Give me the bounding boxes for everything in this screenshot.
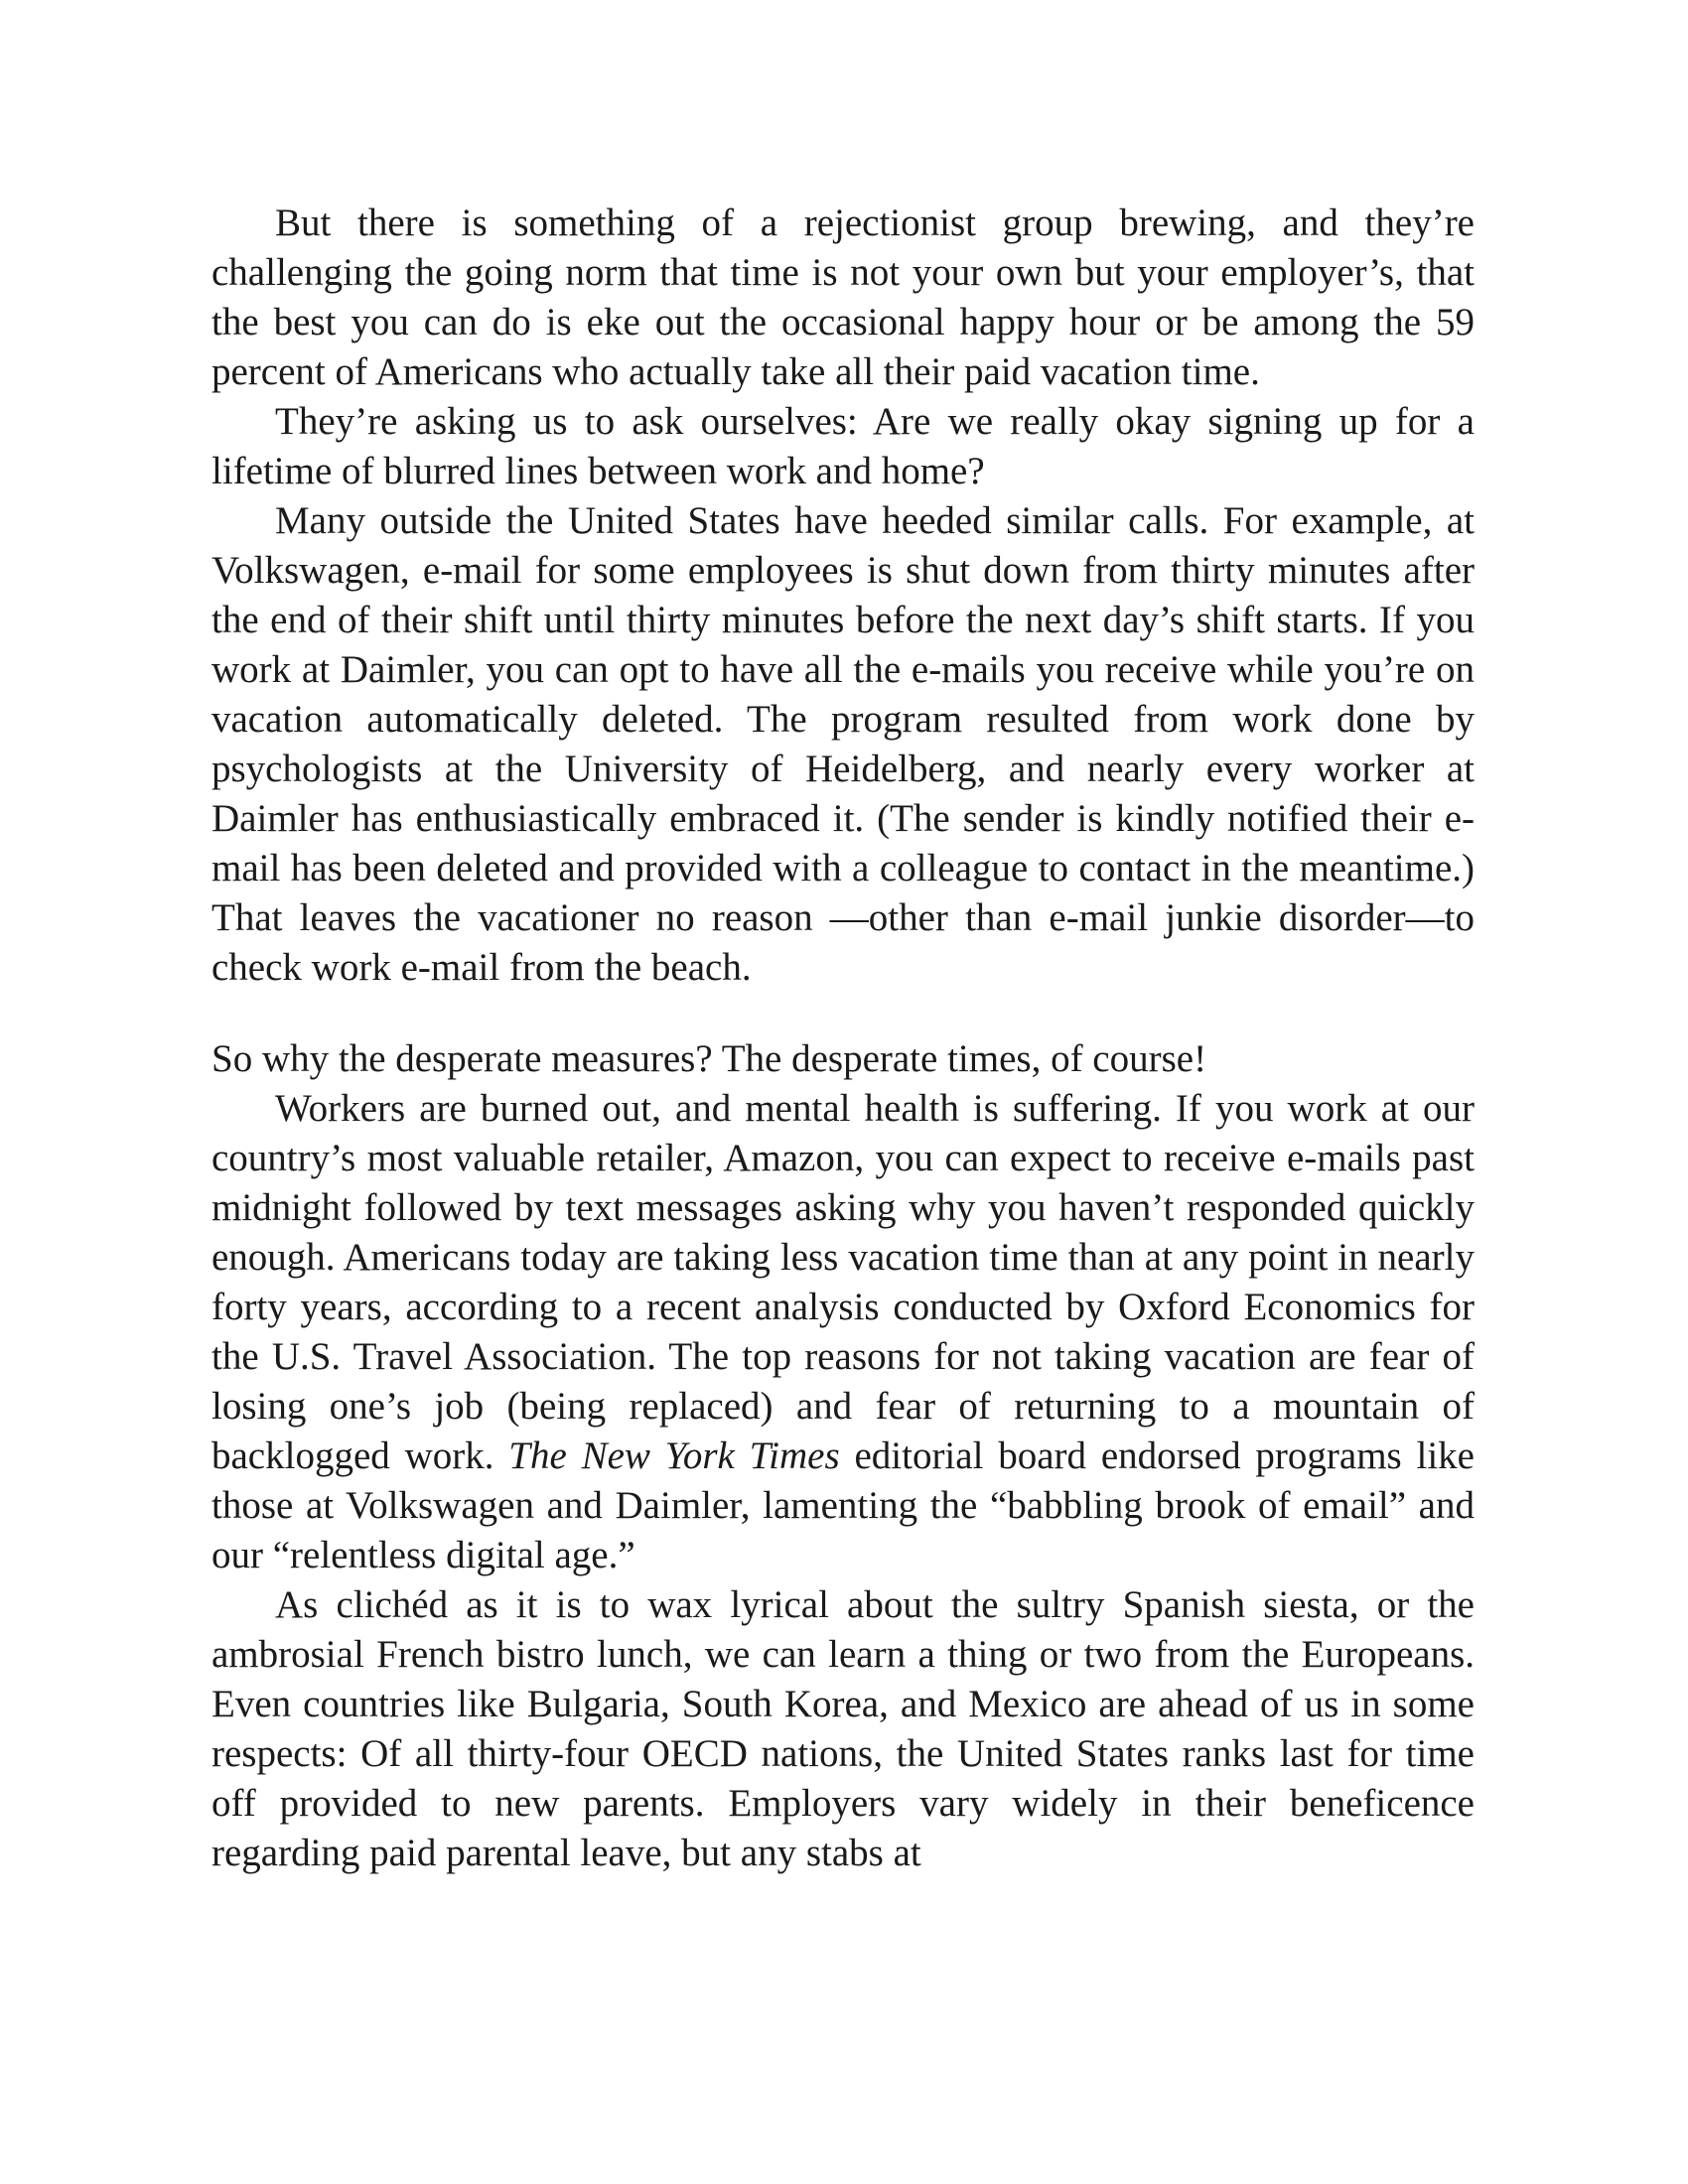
burned-out-text-after: editorial board endorsed programs like those at Volkswagen and Daimler, lamenting the “babbling brook of email” and our “relentless digital age.” <box>211 1434 1475 1576</box>
paragraph-rejectionist-group: But there is something of a rejectionist group brewing, and they’re challenging the going norm that time is not your own but your employer’s, that the best you can do is eke out the occasional happy hour or be among the 59 percent of Americans who actually take all their paid vacation time. <box>211 202 1475 393</box>
burned-out-text-before: Workers are burned out, and mental health is suffering. If you work at our country’s most valuable retailer, Amazon, you can expect to receive e-mails past midnight followed by text messages asking why you haven’t responded quickly enough. Americans today are taking less vacation time than at any point in nearly forty years, according to a recent analysis conducted by Oxford Economics for the U.S. Travel Association. The top reasons for not taking vacation are fear of losing one’s job (being replaced) and fear of returning to a mountain of backlogged work. <box>211 1087 1475 1477</box>
paragraph-blurred-lines: They’re asking us to ask ourselves: Are we really okay signing up for a lifetime of blurred lines between work and home? <box>211 400 1475 492</box>
paragraph-europeans: As clichéd as it is to wax lyrical about the sultry Spanish siesta, or the ambrosial French bistro lunch, we can learn a thing or two from the Europeans. Even countries like Bulgaria, South Korea, and Mexico are ahead of us in some respects: Of all thirty-four OECD nations, the United States ranks last for time off provided to new parents. Employers vary widely in their beneficence regarding paid parental leave, but any stabs at <box>211 1583 1475 1874</box>
paragraph-outside-us: Many outside the United States have heeded similar calls. For example, at Volkswagen, e-mail for some employees is shut down from thirty minutes after the end of their shift until thirty minutes before the next day’s shift starts. If you work at Daimler, you can opt to have all the e-mails you receive while you’re on vacation automatically deleted. The program resulted from work done by psychologists at the University of Heidelberg, and nearly every worker at Daimler has enthusiastically embraced it. (The sender is kindly notified their e-mail has been deleted and provided with a colleague to contact in the meantime.) That leaves the vacationer no reason —other than e-mail junkie disorder—to check work e-mail from the beach. <box>211 499 1475 989</box>
paragraph-burned-out <box>211 1084 1475 1580</box>
body-text <box>211 199 1475 1878</box>
publication-title: The New York Times <box>508 1434 840 1477</box>
paragraph-desperate-measures: So why the desperate measures? The desperate times, of course! <box>211 1037 1207 1080</box>
